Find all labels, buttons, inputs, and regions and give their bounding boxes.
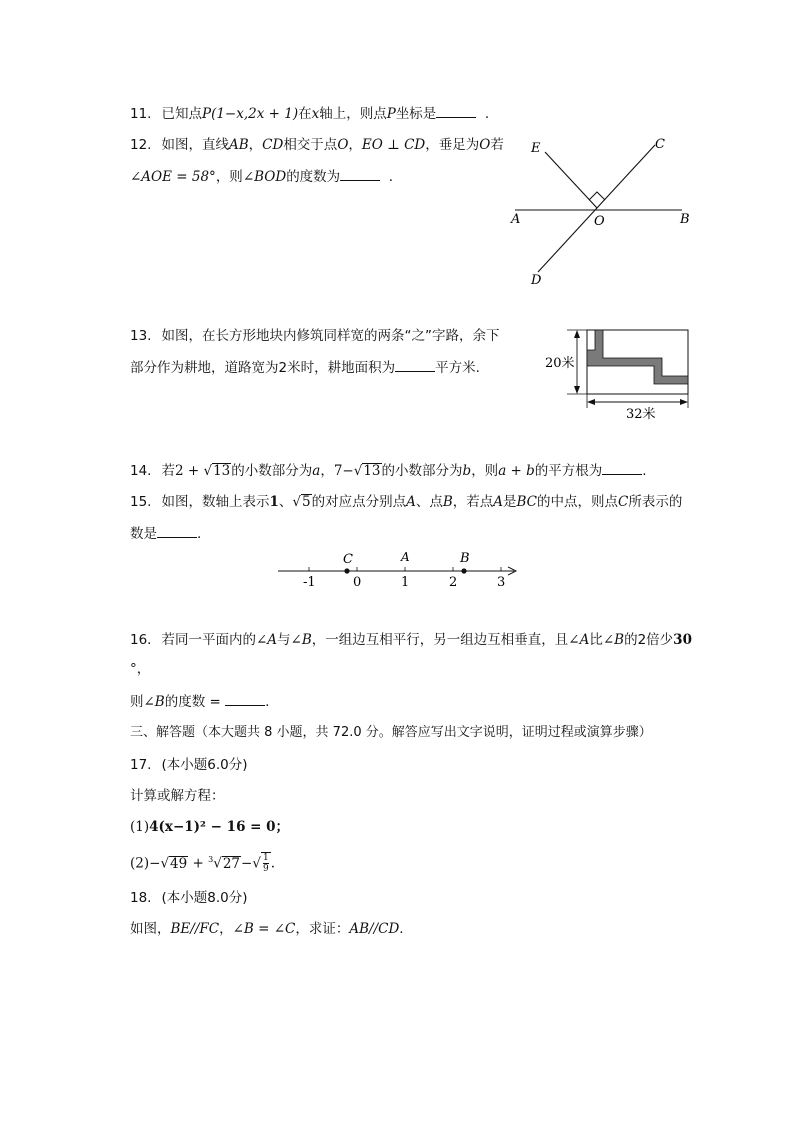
question-17-part-2: (2)−√49 + $^3$√27−√ $\frac{1}{9}$ .: [130, 853, 275, 874]
question-16-line-2: °，: [130, 661, 151, 677]
tick-label: -1: [303, 575, 316, 590]
tick-label: 1: [401, 575, 410, 590]
tick-label: 3: [497, 575, 506, 590]
sqrt-icon: √: [252, 855, 261, 872]
question-17-header: 17. (本小题6.0分): [130, 757, 248, 773]
fraction: $\frac{1}{9}$: [262, 853, 269, 874]
question-16-line-1: 16. 若同一平面内的∠A与∠B，一组边互相平行，另一组边互相垂直，且∠A比∠B的2倍少30: [130, 632, 692, 648]
q12-angle-figure: [505, 130, 705, 290]
sqrt-icon: √: [160, 855, 170, 872]
question-17-part-1: (1)4(x−1)² − 16 = 0；: [130, 819, 290, 835]
q13-field-figure: [540, 322, 700, 422]
height-label: 20米: [545, 356, 575, 371]
point-a-label: A: [401, 550, 410, 564]
question-18-body: 如图，BE//FC，∠B = ∠C，求证：AB//CD.: [130, 921, 404, 937]
point-c-label: C: [343, 552, 353, 567]
label-c: C: [655, 137, 665, 152]
q15-number-line: [270, 545, 530, 590]
right-angle-mark: [589, 192, 605, 200]
question-12-line-1: 12. 如图，直线AB，CD相交于点O，EO ⊥ CD，垂足为O若: [130, 137, 504, 153]
answer-blank: [157, 523, 197, 538]
width-label: 32米: [626, 407, 656, 422]
sqrt-icon: √: [203, 463, 213, 479]
label-d: D: [531, 273, 542, 288]
question-12-line-2: ∠AOE = 58°，则∠BOD的度数为 .: [130, 166, 393, 187]
section-3-header: 三、解答题（本大题共 8 小题，共 72.0 分。解答应写出文字说明，证明过程或演算步骤）: [130, 725, 652, 740]
answer-blank: [395, 357, 435, 372]
question-13-line-2: 部分作为耕地，道路宽为2米时，耕地面积为 平方米.: [130, 357, 480, 378]
question-15-line-2: 数是 .: [130, 523, 201, 544]
tick-label: 0: [353, 575, 362, 590]
label-a: A: [511, 212, 521, 227]
question-15-line-1: 15. 如图，数轴上表示1、√5的对应点分别点A、点B，若点A是BC的中点，则点C所表示的: [130, 494, 683, 510]
sqrt-icon: √: [292, 494, 301, 510]
point-b-label: B: [460, 551, 470, 566]
tick-label: 2: [449, 575, 458, 590]
question-18-header: 18. (本小题8.0分): [130, 890, 248, 906]
answer-blank: [436, 103, 476, 118]
answer-blank: [340, 166, 380, 181]
label-o: O: [594, 214, 605, 229]
label-b: B: [680, 212, 690, 227]
answer-blank: [225, 691, 265, 706]
point-b: [461, 568, 466, 573]
question-14: 14. 若2 + √13的小数部分为a，7−√13的小数部分为b，则a + b的平方根为 .: [130, 460, 647, 481]
question-11: 11. 已知点P(1−x,2x + 1)在x轴上，则点P坐标是 .: [130, 103, 489, 124]
point-c: [344, 568, 349, 573]
sqrt-icon: √: [353, 463, 363, 479]
label-e: E: [531, 141, 541, 156]
question-16-line-3: 则∠B的度数 = .: [130, 691, 269, 712]
question-13-line-1: 13. 如图，在长方形地块内修筑同样宽的两条“之”字路，余下: [130, 328, 500, 344]
cube-root-icon: √: [213, 855, 222, 872]
answer-blank: [602, 460, 642, 475]
question-number: 11.: [130, 106, 152, 122]
question-17-intro: 计算或解方程：: [130, 788, 225, 804]
